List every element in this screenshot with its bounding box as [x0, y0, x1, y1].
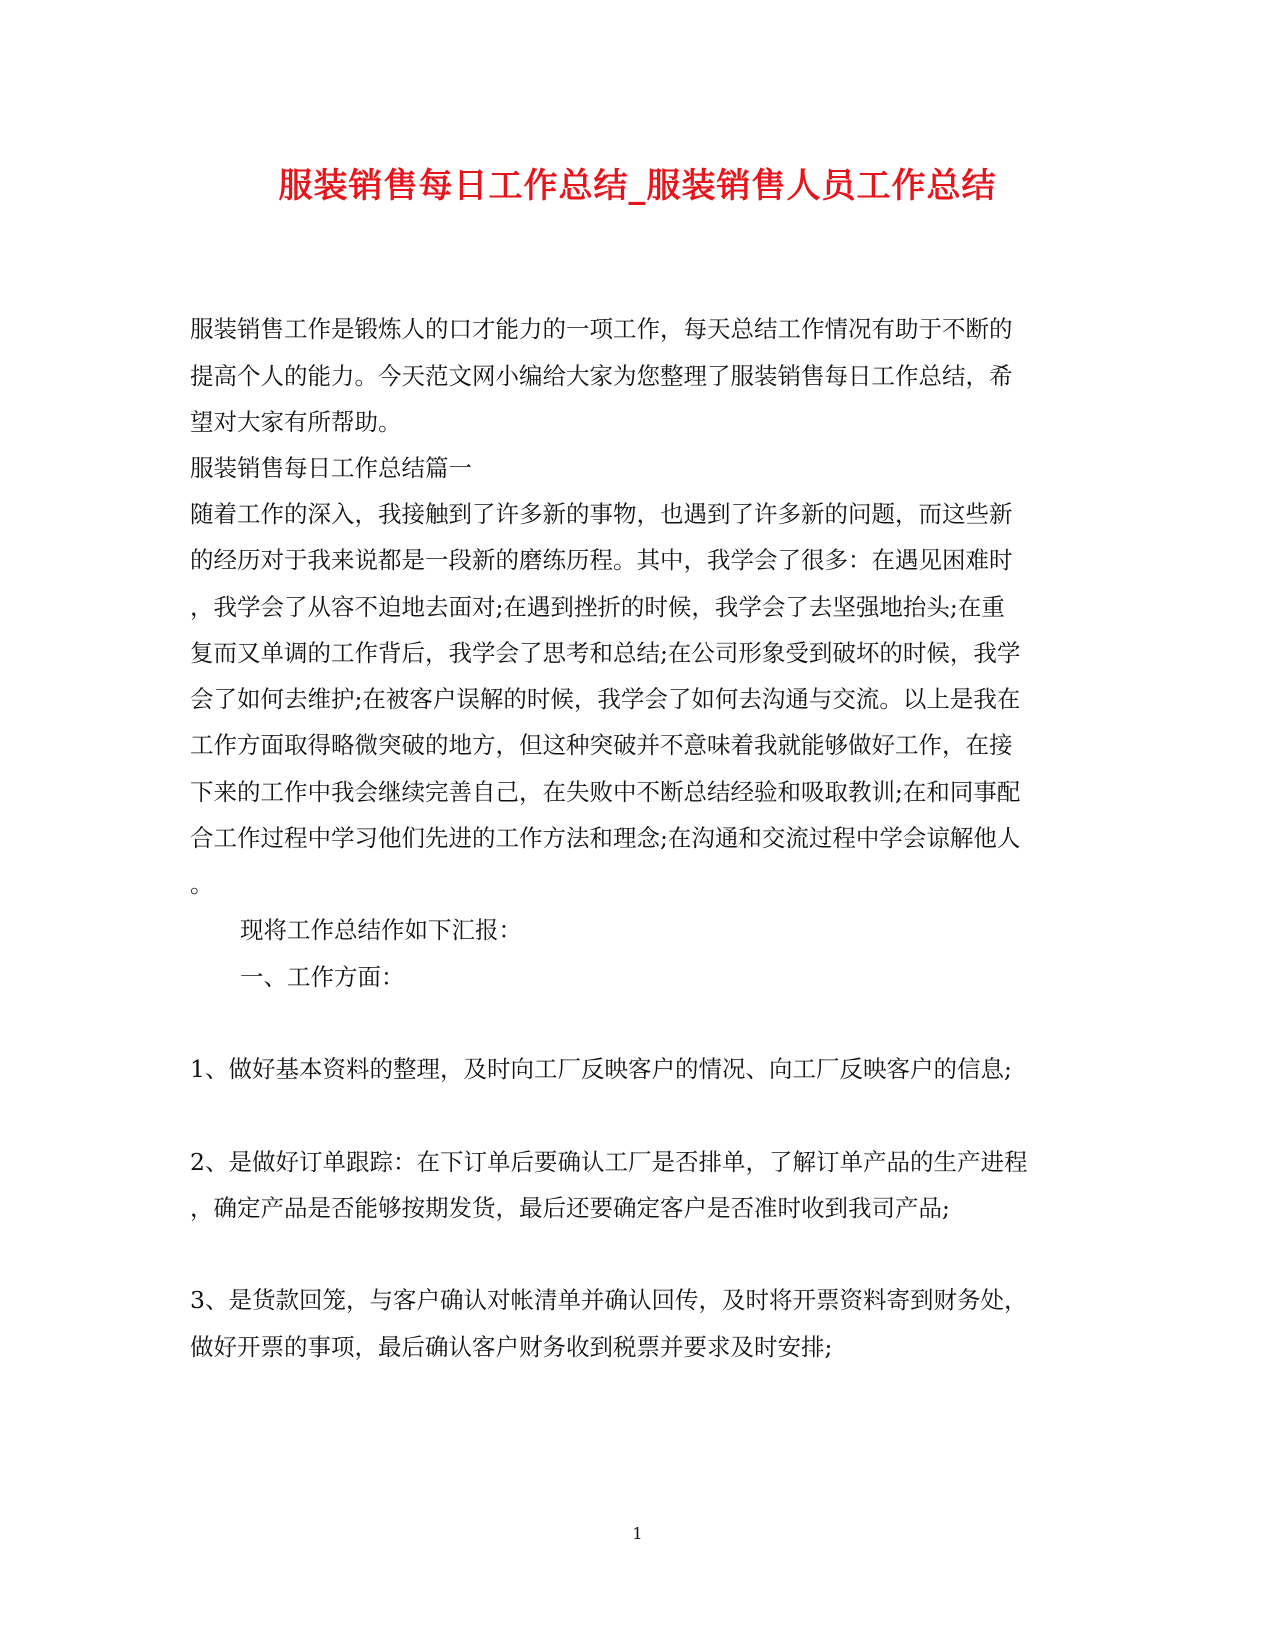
body-line: 合工作过程中学习他们先进的工作方法和理念;在沟通和交流过程中学会谅解他人 — [190, 824, 1021, 852]
body-line: 的经历对于我来说都是一段新的磨练历程。其中，我学会了很多：在遇见困难时 — [190, 546, 1013, 574]
body-line: 服装销售工作是锻炼人的口才能力的一项工作，每天总结工作情况有助于不断的 — [190, 315, 1013, 343]
body-line: 复而又单调的工作背后，我学会了思考和总结;在公司形象受到破坏的时候，我学 — [190, 639, 1021, 667]
list-item: 1、做好基本资料的整理，及时向工厂反映客户的情况、向工厂反映客户的信息; — [190, 1055, 1012, 1083]
body-line: 随着工作的深入，我接触到了许多新的事物，也遇到了许多新的问题，而这些新 — [190, 500, 1013, 528]
list-item-continuation: 做好开票的事项，最后确认客户财务收到税票并要求及时安排; — [190, 1333, 833, 1361]
list-item: 3、是货款回笼，与客户确认对帐清单并确认回传，及时将开票资料寄到财务处， — [190, 1286, 1028, 1314]
list-item: 2、是做好订单跟踪：在下订单后要确认工厂是否排单，了解订单产品的生产进程 — [190, 1148, 1028, 1176]
body-line: 工作方面取得略微突破的地方，但这种突破并不意味着我就能够做好工作，在接 — [190, 731, 1013, 759]
subsection-heading: 一、工作方面： — [240, 963, 405, 991]
section-heading: 服装销售每日工作总结篇一 — [190, 454, 472, 482]
document-title: 服装销售每日工作总结_服装销售人员工作总结 — [278, 166, 997, 206]
body-line: 提高个人的能力。今天范文网小编给大家为您整理了服装销售每日工作总结，希 — [190, 362, 1013, 390]
report-intro: 现将工作总结作如下汇报： — [240, 916, 522, 944]
page-number: 1 — [632, 1524, 643, 1543]
body-line: 下来的工作中我会继续完善自己，在失败中不断总结经验和吸取教训;在和同事配 — [190, 778, 1021, 806]
body-line: 会了如何去维护;在被客户误解的时候，我学会了如何去沟通与交流。以上是我在 — [190, 685, 1021, 713]
body-line: ，我学会了从容不迫地去面对;在遇到挫折的时候，我学会了去坚强地抬头;在重 — [190, 593, 1005, 621]
list-item-continuation: ，确定产品是否能够按期发货，最后还要确定客户是否准时收到我司产品; — [190, 1194, 950, 1222]
body-line: 望对大家有所帮助。 — [190, 408, 402, 436]
body-line: 。 — [190, 870, 214, 898]
